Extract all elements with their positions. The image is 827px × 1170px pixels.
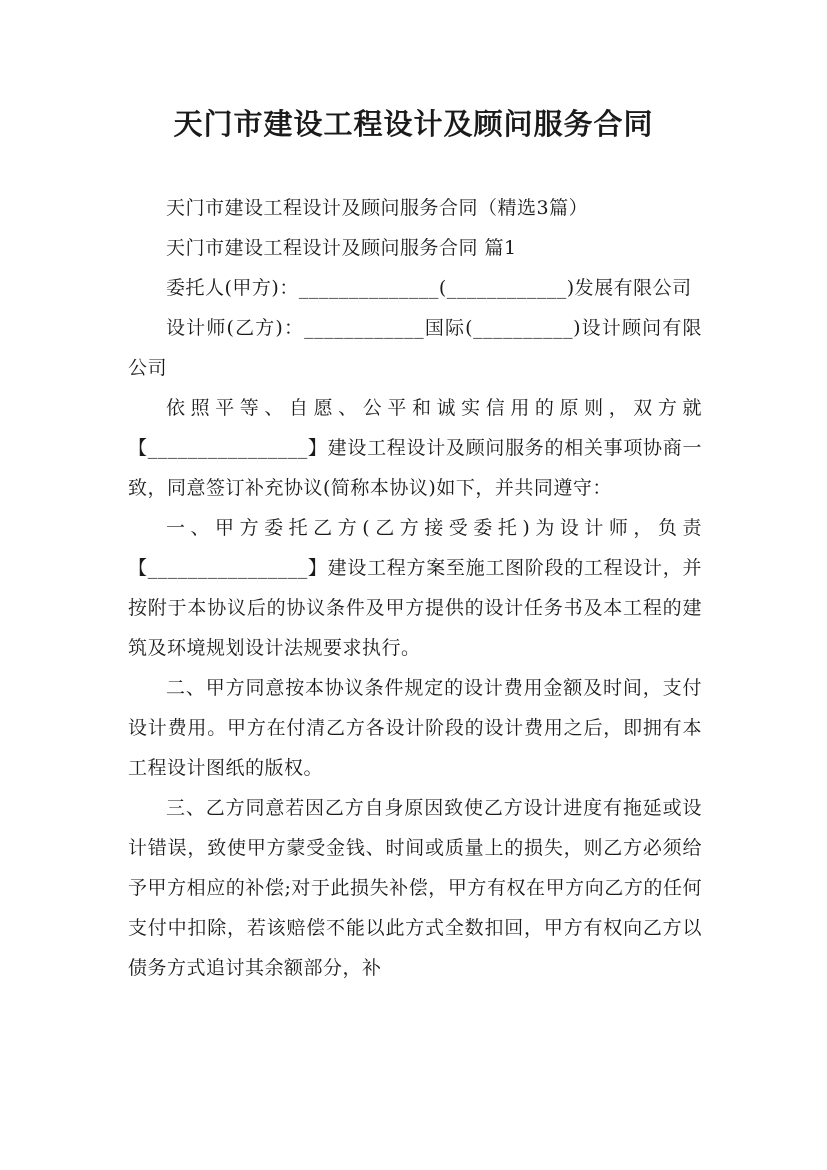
paragraph-clause-3: 三、乙方同意若因乙方自身原因致使乙方设计进度有拖延或设计错误，致使甲方蒙受金钱、时间或质量上的损失，则乙方必须给予甲方相应的补偿;对于此损失补偿，甲方有权在甲方向乙方的任何支付中扣除，若该赔偿不能以此方式全数扣回，甲方有权向乙方以债务方式追讨其余额部分，补 — [128, 797, 702, 979]
paragraph-party-b: 设计师(乙方)：____________国际(__________)设计顾问有限公司 — [128, 317, 702, 379]
paragraph-clause-2: 二、甲方同意按本协议条件规定的设计费用金额及时间，支付设计费用。甲方在付清乙方各设计阶段的设计费用之后，即拥有本工程设计图纸的版权。 — [128, 677, 702, 779]
paragraph-preamble: 依照平等、自愿、公平和诚实信用的原则，双方就【________________】建设工程设计及顾问服务的相关事项协商一致，同意签订补充协议(简称本协议)如下，并共同遵守： — [128, 397, 702, 499]
paragraph-clause-1: 一、甲方委托乙方(乙方接受委托)为设计师，负责【________________】建设工程方案至施工图阶段的工程设计，并按附于本协议后的协议条件及甲方提供的设计任务书及本工程的建筑及环境规划设计法规要求执行。 — [128, 517, 702, 659]
paragraph-subtitle: 天门市建设工程设计及顾问服务合同（精选3篇） — [166, 197, 589, 219]
paragraph-section-heading: 天门市建设工程设计及顾问服务合同 篇1 — [166, 237, 517, 259]
document-title: 天门市建设工程设计及顾问服务合同 — [173, 107, 654, 141]
document-body — [128, 188, 702, 988]
paragraph-party-a: 委托人(甲方)：______________(____________)发展有限公司 — [166, 277, 692, 299]
